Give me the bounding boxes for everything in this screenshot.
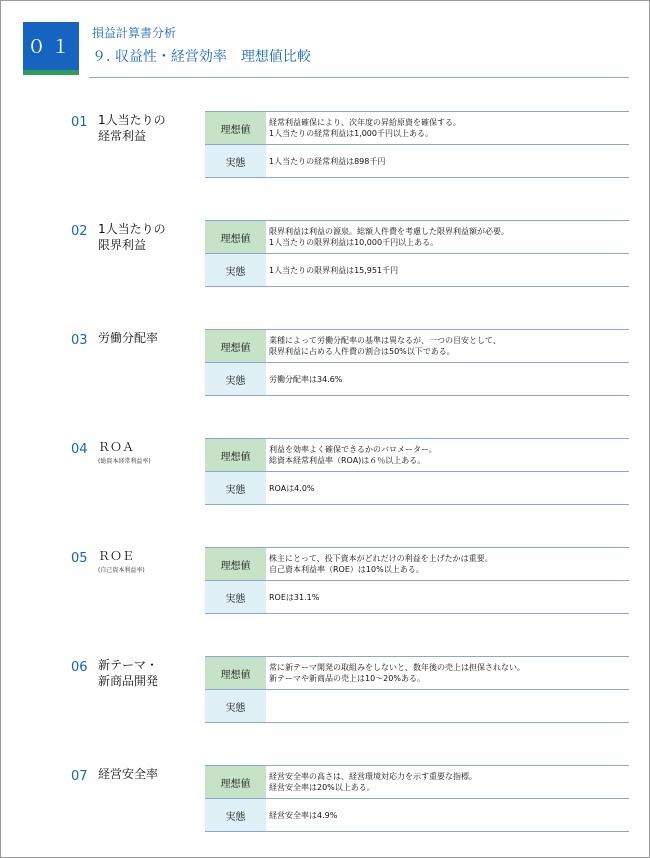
ideal-label: 理想値 bbox=[205, 766, 266, 798]
comparison-table bbox=[205, 111, 629, 178]
actual-row bbox=[205, 472, 629, 505]
section-title: 1人当たりの 限界利益 bbox=[98, 222, 166, 252]
section-title: ＲＯＥ bbox=[98, 549, 135, 563]
ideal-label: 理想値 bbox=[205, 657, 266, 689]
actual-row bbox=[205, 145, 629, 178]
ideal-value: 常に新テーマ開発の取組みをしないと、数年後の売上は担保されない。 新テーマや新商品の売上は10～20%ある。 bbox=[269, 663, 525, 683]
page-subtitle: 損益計算書分析 bbox=[92, 26, 177, 40]
section-title: 経営安全率 bbox=[98, 767, 159, 781]
ideal-value: 限界利益は利益の源泉。総額人件費を考慮した限界利益額が必要。 1人当たりの限界利益は10,000千円以上ある。 bbox=[269, 227, 509, 247]
section-subtitle: (自己資本利益率) bbox=[98, 567, 145, 574]
actual-label: 実態 bbox=[205, 581, 266, 613]
section-title: ＲＯＡ bbox=[98, 440, 135, 454]
section-02 bbox=[1, 220, 649, 290]
actual-row bbox=[205, 581, 629, 614]
section-number: 03 bbox=[71, 333, 88, 348]
actual-label: 実態 bbox=[205, 690, 266, 722]
section-04 bbox=[1, 438, 649, 508]
ideal-label: 理想値 bbox=[205, 330, 266, 362]
ideal-row bbox=[205, 657, 629, 690]
section-01 bbox=[1, 111, 649, 181]
actual-row bbox=[205, 254, 629, 287]
actual-row bbox=[205, 363, 629, 396]
ideal-value: 利益を効率よく確保できるかのバロメーター。 総資本経常利益率（ROA)は６％以上ある。 bbox=[269, 445, 437, 465]
actual-label: 実態 bbox=[205, 145, 266, 177]
section-03 bbox=[1, 329, 649, 399]
ideal-value: 株主にとって、投下資本がどれだけの利益を上げたかは重要。 自己資本利益率（ROE）は10%以上ある。 bbox=[269, 554, 493, 574]
ideal-row bbox=[205, 439, 629, 472]
section-title: 新テーマ・ 新商品開発 bbox=[98, 658, 159, 688]
actual-row bbox=[205, 690, 629, 723]
chapter-number: ０１ bbox=[26, 36, 75, 58]
section-07 bbox=[1, 765, 649, 835]
ideal-label: 理想値 bbox=[205, 439, 266, 471]
actual-label: 実態 bbox=[205, 363, 266, 395]
comparison-table bbox=[205, 547, 629, 614]
section-06 bbox=[1, 656, 649, 726]
actual-value bbox=[266, 690, 629, 722]
ideal-value: 業種によって労働分配率の基準は異なるが、一つの目安として、 限界利益に占める人件費の割合は50%以下である。 bbox=[269, 336, 501, 356]
section-title: 1人当たりの 経常利益 bbox=[98, 113, 166, 143]
comparison-table bbox=[205, 765, 629, 832]
comparison-table bbox=[205, 438, 629, 505]
ideal-label: 理想値 bbox=[205, 112, 266, 144]
actual-value: 経営安全率は4.9% bbox=[269, 810, 338, 820]
comparison-table bbox=[205, 220, 629, 287]
section-subtitle: (総資本経常利益率) bbox=[98, 458, 151, 465]
actual-value: 1人当たりの限界利益は15,951千円 bbox=[269, 265, 399, 275]
section-number: 07 bbox=[71, 769, 88, 784]
comparison-table bbox=[205, 656, 629, 723]
ideal-value: 経常利益確保により、次年度の昇給原資を確保する。 1人当たりの経常利益は1,000千円以上ある。 bbox=[269, 118, 461, 138]
actual-label: 実態 bbox=[205, 799, 266, 831]
section-number: 06 bbox=[71, 660, 88, 675]
actual-label: 実態 bbox=[205, 472, 266, 504]
actual-value: 1人当たりの経常利益は898千円 bbox=[269, 156, 386, 166]
section-number: 02 bbox=[71, 224, 88, 239]
actual-value: 労働分配率は34.6% bbox=[269, 374, 343, 384]
ideal-label: 理想値 bbox=[205, 221, 266, 253]
section-number: 04 bbox=[71, 442, 88, 457]
page-title: ９. 収益性・経営効率 理想値比較 bbox=[92, 49, 311, 65]
chapter-badge bbox=[23, 22, 79, 75]
ideal-row bbox=[205, 330, 629, 363]
ideal-row bbox=[205, 548, 629, 581]
actual-row bbox=[205, 799, 629, 832]
actual-value: ROAは4.0% bbox=[269, 483, 315, 493]
section-number: 01 bbox=[71, 115, 88, 130]
section-title: 労働分配率 bbox=[98, 331, 159, 345]
actual-value: ROEは31.1% bbox=[269, 592, 320, 602]
ideal-row bbox=[205, 766, 629, 799]
section-05 bbox=[1, 547, 649, 617]
ideal-label: 理想値 bbox=[205, 548, 266, 580]
title-divider bbox=[89, 77, 629, 78]
ideal-row bbox=[205, 112, 629, 145]
badge-accent-bar bbox=[23, 70, 79, 75]
ideal-row bbox=[205, 221, 629, 254]
actual-label: 実態 bbox=[205, 254, 266, 286]
ideal-value: 経営安全率の高さは、経営環境対応力を示す重要な指標。 経営安全率は20%以上ある。 bbox=[269, 772, 477, 792]
section-number: 05 bbox=[71, 551, 88, 566]
comparison-table bbox=[205, 329, 629, 396]
